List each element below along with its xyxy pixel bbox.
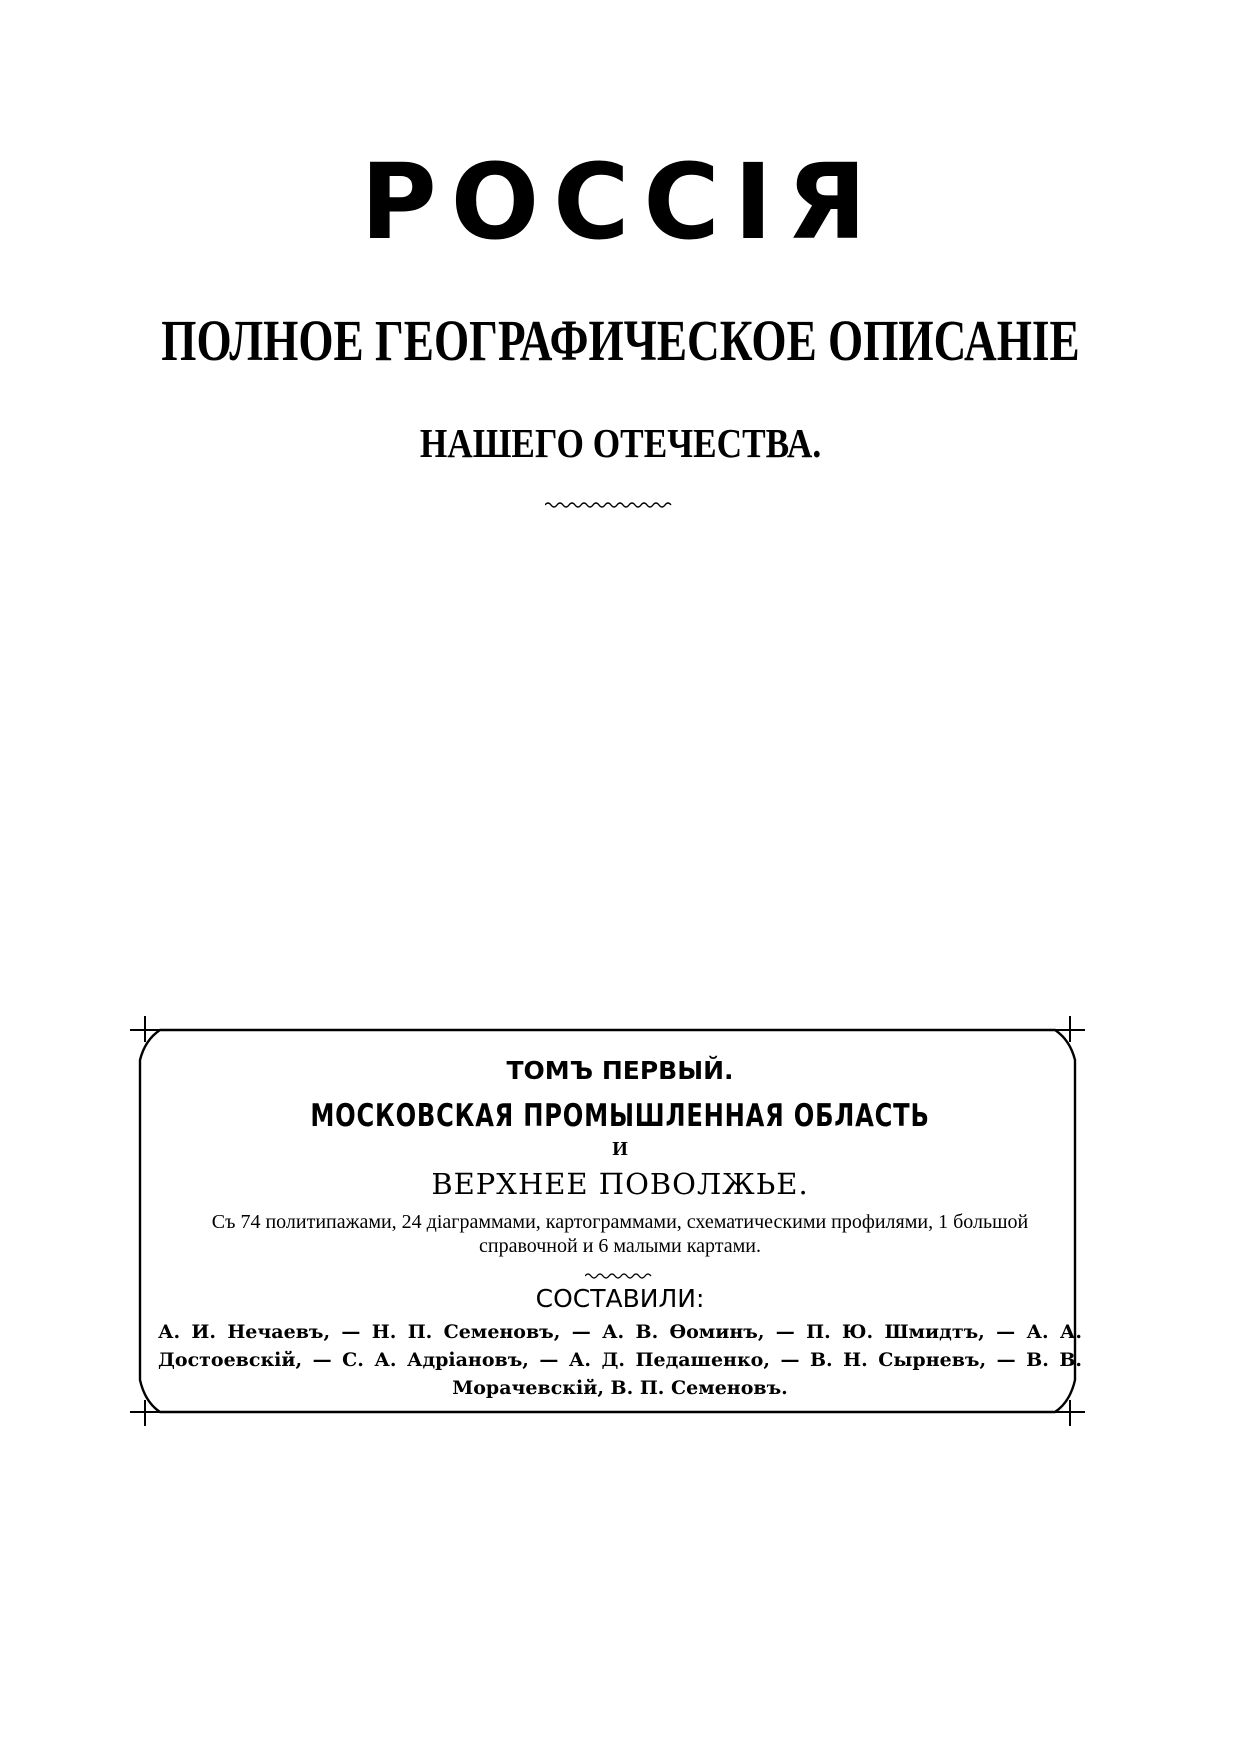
small-wavy-divider (150, 1268, 1090, 1280)
book-subtitle: ПОЛНОЕ ГЕОГРАФИЧЕСКОЕ ОПИСАНІЕ (161, 308, 1080, 373)
region-subtitle: ВЕРХНЕЕ ПОВОЛЖЬЕ. (431, 1167, 809, 1201)
compiled-by-label: СОСТАВИЛИ: (535, 1284, 705, 1313)
conjunction: И (612, 1138, 628, 1160)
book-title: РОССІЯ (360, 141, 881, 263)
book-subtitle-continuation: НАШЕГО ОТЕЧЕСТВА. (419, 420, 822, 466)
wavy-line-icon (585, 1271, 655, 1281)
authors-list: А. И. Нечаевъ, — Н. П. Семеновъ, — А. В. Ѳоминъ, — П. Ю. Шмидтъ, — А. А. Достоевскій, — С. А. Адріановъ, — А. Д. Педашенко, — В. Н. Сырневъ, — В. В. Морачевскій, В. П. Семеновъ. (158, 1321, 1082, 1399)
region-title: МОСКОВСКАЯ ПРОМЫШЛЕННАЯ ОБЛАСТЬ (310, 1098, 930, 1134)
illustrations-note: Съ 74 политипажами, 24 діаграммами, картограммами, схематическими профилями, 1 большой справочной и 6 малыми картами. (211, 1211, 1029, 1257)
volume-box (150, 1040, 1090, 1402)
volume-heading: ТОМЪ ПЕРВЫЙ. (506, 1056, 734, 1085)
